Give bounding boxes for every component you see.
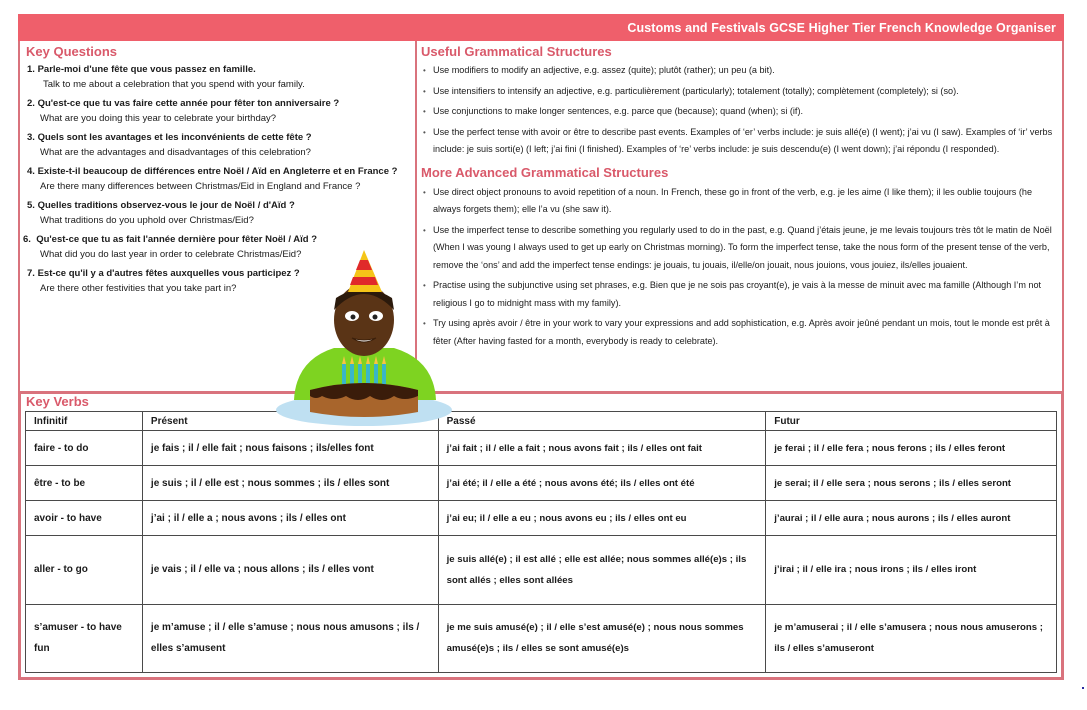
- question-number: 5.: [27, 200, 35, 211]
- cell-future: j’irai ; il / elle ira ; nous irons ; ils / elles iront: [766, 536, 1057, 604]
- column-header-present: Présent: [142, 412, 438, 431]
- question-number: 7.: [27, 268, 35, 279]
- question-french: Est-ce qu'il y a d'autres fêtes auxquelles vous participez ?: [37, 268, 300, 279]
- table-row: [26, 431, 1057, 466]
- table-header-row: [26, 412, 1057, 431]
- cell-infinitive: avoir - to have: [26, 501, 143, 536]
- question-english: What are the advantages and disadvantages of this celebration?: [40, 147, 311, 158]
- cell-present: je m’amuse ; il / elle s’amuse ; nous nous amusons ; ils / elles s’amusent: [142, 604, 438, 673]
- advanced-grammar-bullet: • Try using après avoir / être in your work to vary your expressions and add sophistication, e.g. Après avoir jeûné pendant un mois, tout le monde est prêt à fêter (After having fasted for a month, everybody is ready to celebrate).: [423, 315, 1055, 350]
- question-english: What did you do last year in order to celebrate Christmas/Eid?: [40, 249, 302, 260]
- verbs-table: [25, 411, 1057, 673]
- question-item: [27, 130, 417, 160]
- question-french: Existe-t-il beaucoup de différences entre Noël / Aïd en Angleterre et en France ?: [37, 166, 398, 177]
- cell-present: j’ai ; il / elle a ; nous avons ; ils / elles ont: [142, 501, 438, 536]
- cell-future: je m’amuserai ; il / elle s’amusera ; nous nous amuserons ; ils / elles s’amuseront: [766, 604, 1057, 673]
- column-header-passe: Passé: [438, 412, 766, 431]
- cell-past: j’ai été; il / elle a été ; nous avons été; ils / elles ont été: [438, 466, 766, 501]
- question-english: Are there many differences between Christmas/Eid in England and France ?: [40, 181, 361, 192]
- cell-infinitive: faire - to do: [26, 431, 143, 466]
- grammar-bullet: • Use the perfect tense with avoir or être to describe past events. Examples of ‘er’ verbs include: je suis allé(e) (I went); j’ai vu (I saw). Examples of ‘ir’ verbs include: je suis sorti(e) (I left; j’ai fini (I finished). Examples of ‘re’ verbs include: je suis descendu(e) (I went down); j’ai répondu (I responded).: [423, 124, 1055, 159]
- page-title: Customs and Festivals GCSE Higher Tier French Knowledge Organiser: [18, 14, 1064, 41]
- question-english: Talk to me about a celebration that you spend with your family.: [43, 79, 305, 90]
- cell-past: j’ai fait ; il / elle a fait ; nous avons fait ; ils / elles ont fait: [438, 431, 766, 466]
- grammar-list: [423, 62, 1055, 353]
- question-item: [27, 164, 417, 194]
- question-french: Qu'est-ce que tu vas faire cette année pour fêter ton anniversaire ?: [37, 98, 340, 109]
- cell-infinitive: être - to be: [26, 466, 143, 501]
- cell-future: je ferai ; il / elle fera ; nous ferons ; ils / elles feront: [766, 431, 1057, 466]
- grammar-bullet: • Use modifiers to modify an adjective, e.g. assez (quite); plutôt (rather); un peu (a bit).: [423, 62, 1055, 80]
- cell-past: je suis allé(e) ; il est allé ; elle est allée; nous sommes allé(e)s ; ils sont allés ; elles sont allées: [438, 536, 766, 604]
- table-row: [26, 604, 1057, 673]
- question-number: 3.: [27, 132, 35, 143]
- key-verbs-title: Key Verbs: [26, 394, 89, 409]
- advanced-grammar-bullet: • Use direct object pronouns to avoid repetition of a noun. In French, these go in front of the verb, e.g. je les aime (I like them); il les oublie toujours (he always forgets them); elle l’a vu (she saw it).: [423, 184, 1055, 219]
- question-english: What are you doing this year to celebrate your birthday?: [40, 113, 277, 124]
- party-hat-icon: [348, 250, 382, 292]
- question-english: What traditions do you uphold over Christmas/Eid?: [40, 215, 254, 226]
- cell-past: j’ai eu; il / elle a eu ; nous avons eu ; ils / elles ont eu: [438, 501, 766, 536]
- cell-future: je serai; il / elle sera ; nous serons ; ils / elles seront: [766, 466, 1057, 501]
- table-row: [26, 536, 1057, 604]
- question-item: [27, 198, 417, 228]
- cell-infinitive: aller - to go: [26, 536, 143, 604]
- cell-past: je me suis amusé(e) ; il / elle s’est amusé(e) ; nous nous sommes amusé(e)s ; ils / elles se sont amusé(e)s: [438, 604, 766, 673]
- table-row: [26, 466, 1057, 501]
- column-header-infinitif: Infinitif: [26, 412, 143, 431]
- question-number: 4.: [27, 166, 35, 177]
- column-header-futur: Futur: [766, 412, 1057, 431]
- grammar-bullet: • Use intensifiers to intensify an adjective, e.g. particulièrement (particularly); totalement (totally); complètement (completely); si (so).: [423, 83, 1055, 101]
- question-french: Qu'est-ce que tu as fait l'année dernière pour fêter Noël / Aïd ?: [36, 234, 317, 245]
- cell-present: je suis ; il / elle est ; nous sommes ; ils / elles sont: [142, 466, 438, 501]
- cell-future: j’aurai ; il / elle aura ; nous aurons ; ils / elles auront: [766, 501, 1057, 536]
- question-french: Quelles traditions observez-vous le jour de Noël / d'Aïd ?: [37, 200, 295, 211]
- knowledge-organiser: [18, 14, 1064, 680]
- key-verbs-panel: [18, 391, 1064, 680]
- useful-structures-title: Useful Grammatical Structures: [421, 44, 612, 59]
- stray-dot: [1082, 687, 1084, 689]
- birthday-boy-with-cake-icon: [274, 250, 454, 426]
- question-french: Quels sont les avantages et les inconvénients de cette fête ?: [37, 132, 312, 143]
- question-item: [27, 96, 417, 126]
- question-item: [27, 62, 417, 92]
- cell-present: je fais ; il / elle fait ; nous faisons ; ils/elles font: [142, 431, 438, 466]
- question-french: Parle-moi d'une fête que vous passez en famille.: [37, 64, 256, 75]
- table-row: [26, 501, 1057, 536]
- question-number: 6.: [23, 234, 31, 245]
- question-number: 2.: [27, 98, 35, 109]
- cell-infinitive: s’amuser - to have fun: [26, 604, 143, 673]
- grammar-bullet: • Use conjunctions to make longer sentences, e.g. parce que (because); quand (when); si (if).: [423, 103, 1055, 121]
- advanced-structures-title: More Advanced Grammatical Structures: [421, 164, 669, 180]
- cell-present: je vais ; il / elle va ; nous allons ; ils / elles vont: [142, 536, 438, 604]
- question-number: 1.: [27, 64, 35, 75]
- grammar-panel: [415, 41, 1064, 393]
- question-english: Are there other festivities that you take part in?: [40, 283, 237, 294]
- advanced-grammar-bullet: • Practise using the subjunctive using set phrases, e.g. Bien que je ne sois pas croyant(e), je vais à la messe de minuit avec ma famille (Although I’m not religious I go to midnight mass with my family).: [423, 277, 1055, 312]
- key-questions-title: Key Questions: [26, 44, 118, 59]
- advanced-grammar-bullet: • Use the imperfect tense to describe something you regularly used to do in the past, e.g. Quand j’étais jeune, je me levais toujours très tôt le matin de Noël (When I was young I always used to get up early on Christmas morning). To form the imperfect tense, take the nous form of the present tense of the verb, remove the ‘ons’ and add the imperfect tense endings: je jouais, tu jouais, il/elle/on jouait, nous jouions, vous jouiez, ils/elles jouaient.: [423, 222, 1055, 275]
